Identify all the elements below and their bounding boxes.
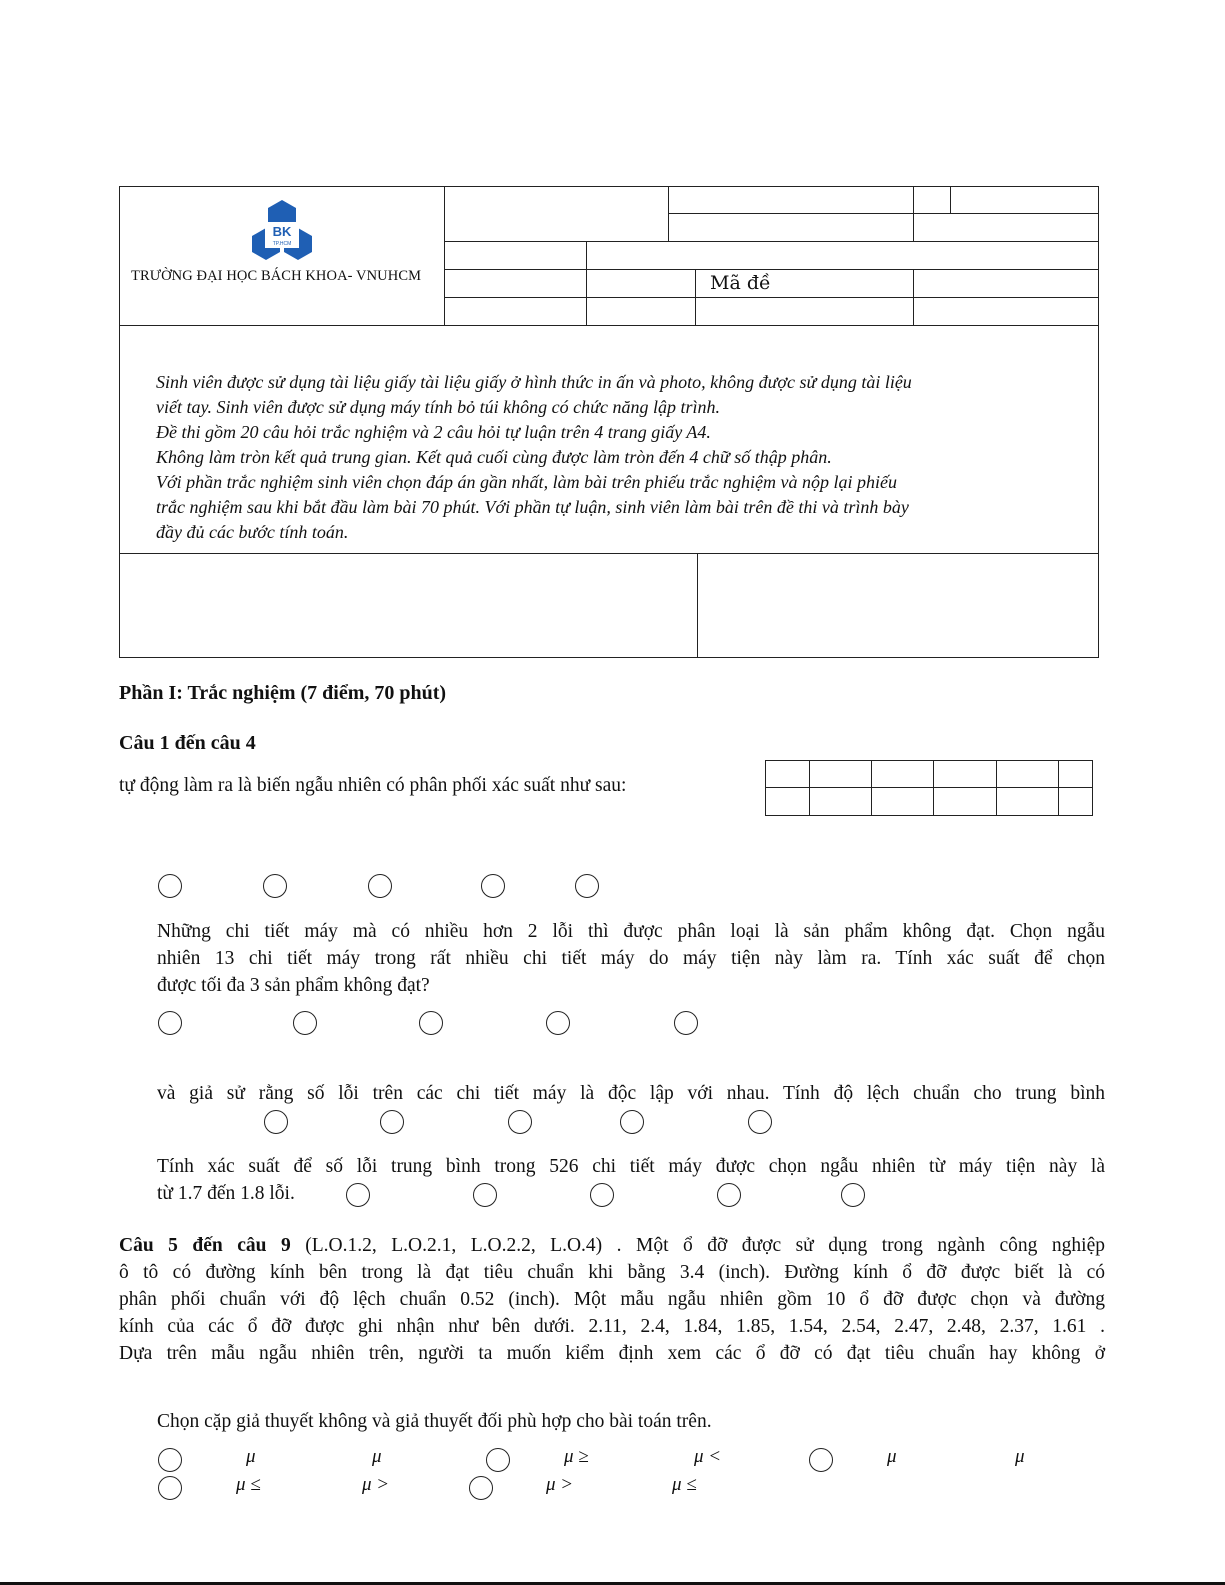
question-group-title: Câu 5 đến câu 9	[119, 1235, 291, 1256]
header-divider	[119, 553, 1099, 554]
header-divider	[444, 241, 1099, 242]
answer-option-c[interactable]	[368, 874, 392, 898]
table-divider	[1058, 760, 1059, 816]
answer-option-b[interactable]	[486, 1448, 510, 1472]
table-divider	[996, 760, 997, 816]
question-line: Chọn cặp giả thuyết không và giả thuyết đối phù hợp cho bài toán trên.	[157, 1411, 712, 1432]
header-divider	[695, 269, 696, 325]
mu-symbol: μ <	[694, 1446, 722, 1467]
header-divider	[950, 186, 951, 213]
table-divider	[765, 787, 1093, 788]
question-line: được tối đa 3 sản phẩm không đạt?	[157, 975, 430, 996]
answer-option-c[interactable]	[809, 1448, 833, 1472]
table-divider	[871, 760, 872, 816]
mu-symbol: μ ≥	[564, 1446, 589, 1467]
instruction-line: viết tay. Sinh viên được sử dụng máy tính bỏ túi không có chức năng lập trình.	[156, 397, 720, 417]
answer-option-d[interactable]	[620, 1110, 644, 1134]
instruction-line: Sinh viên được sử dụng tài liệu giấy tài liệu giấy ở hình thức in ấn và photo, không được sử dụng tài liệu	[156, 372, 912, 392]
question-line	[119, 1232, 1105, 1259]
mu-symbol: μ	[246, 1446, 256, 1467]
header-divider	[119, 325, 1099, 326]
answer-option-d[interactable]	[481, 874, 505, 898]
question-line: Những chi tiết máy mà có nhiều hơn 2 lỗi thì được phân loại là sản phẩm không đạt. Chọn ngẫu	[157, 921, 1105, 942]
mu-symbol: μ	[372, 1446, 382, 1467]
answer-option-e[interactable]	[469, 1476, 493, 1500]
answer-option-a[interactable]	[264, 1110, 288, 1134]
header-divider	[668, 213, 1099, 214]
header-divider	[913, 186, 914, 241]
question-line: ô tô có đường kính bên trong là đạt tiêu chuẩn khi bằng 3.4 (inch). Đường kính ổ đỡ được biết là có	[119, 1262, 1105, 1283]
answer-option-a[interactable]	[158, 1448, 182, 1472]
mu-symbol: μ	[1015, 1446, 1025, 1467]
mu-symbol: μ ≤	[672, 1474, 697, 1495]
logo-text: BK	[272, 224, 292, 239]
answer-option-d[interactable]	[717, 1183, 741, 1207]
question-intro: tự động làm ra là biến ngẫu nhiên có phân phối xác suất như sau:	[119, 775, 627, 796]
question-line: từ 1.7 đến 1.8 lỗi.	[157, 1183, 295, 1204]
answer-option-e[interactable]	[748, 1110, 772, 1134]
question-line: (L.O.1.2, L.O.2.1, L.O.2.2, L.O.4) . Một ổ đỡ được sử dụng trong ngành công nghiệp	[305, 1235, 1105, 1256]
mu-symbol: μ >	[362, 1474, 390, 1495]
header-divider	[697, 553, 698, 658]
header-divider	[586, 241, 587, 325]
answer-option-c[interactable]	[508, 1110, 532, 1134]
answer-option-a[interactable]	[346, 1183, 370, 1207]
question-line: và giả sử rằng số lỗi trên các chi tiết máy là độc lập với nhau. Tính độ lệch chuẩn cho trung bình	[157, 1083, 1105, 1104]
answer-option-a[interactable]	[158, 1011, 182, 1035]
answer-option-c[interactable]	[590, 1183, 614, 1207]
answer-option-e[interactable]	[841, 1183, 865, 1207]
instruction-line: Với phần trắc nghiệm sinh viên chọn đáp án gần nhất, làm bài trên phiếu trắc nghiệm và nộp lại phiếu	[156, 472, 898, 492]
answer-option-d[interactable]	[158, 1476, 182, 1500]
answer-option-b[interactable]	[380, 1110, 404, 1134]
table-divider	[933, 760, 934, 816]
logo-subtext: TP.HCM	[272, 241, 292, 247]
header-divider	[444, 186, 445, 325]
question-text	[157, 918, 1105, 999]
answer-option-b[interactable]	[473, 1183, 497, 1207]
answer-option-e[interactable]	[575, 874, 599, 898]
question-line: Dựa trên mẫu ngẫu nhiên trên, người ta muốn kiểm định xem các ổ đỡ có đạt tiêu chuẩn hay không ở	[119, 1343, 1105, 1364]
instruction-line: đầy đủ các bước tính toán.	[156, 522, 349, 542]
instruction-line: Đề thi gồm 20 câu hỏi trắc nghiệm và 2 câu hỏi tự luận trên 4 trang giấy A4.	[156, 422, 711, 442]
table-divider	[809, 760, 810, 816]
instruction-line: Không làm tròn kết quả trung gian. Kết quả cuối cùng được làm tròn đến 4 chữ số thập phân.	[156, 447, 832, 467]
mu-symbol: μ ≤	[236, 1474, 261, 1495]
header-divider	[668, 186, 669, 241]
question-group-title: Câu 1 đến câu 4	[119, 732, 256, 754]
answer-option-b[interactable]	[263, 874, 287, 898]
question-line: kính của các ổ đỡ được ghi nhận như bên dưới. 2.11, 2.4, 1.84, 1.85, 1.54, 2.54, 2.47, 2.48, 2.37, 1.61 .	[119, 1316, 1105, 1337]
answer-option-c[interactable]	[419, 1011, 443, 1035]
school-logo	[248, 198, 316, 262]
header-divider	[444, 297, 1099, 298]
mu-symbol: μ >	[546, 1474, 574, 1495]
question-line: phân phối chuẩn với độ lệch chuẩn 0.52 (inch). Một mẫu ngẫu nhiên gồm 10 ổ đỡ được chọn và đường	[119, 1289, 1105, 1310]
exam-code-label: Mã đề	[710, 272, 771, 294]
answer-option-a[interactable]	[158, 874, 182, 898]
question-text	[119, 1232, 1105, 1367]
section-title: Phần I: Trắc nghiệm (7 điểm, 70 phút)	[119, 682, 447, 704]
answer-option-b[interactable]	[293, 1011, 317, 1035]
question-line: nhiên 13 chi tiết máy trong rất nhiều chi tiết máy do máy tiện này làm ra. Tính xác suất để chọn	[157, 948, 1105, 969]
header-divider	[913, 269, 914, 325]
answer-option-e[interactable]	[674, 1011, 698, 1035]
mu-symbol: μ	[887, 1446, 897, 1467]
answer-option-d[interactable]	[546, 1011, 570, 1035]
question-line: Tính xác suất để số lỗi trung bình trong 526 chi tiết máy được chọn ngẫu nhiên từ máy tiện này là	[157, 1156, 1105, 1177]
exam-instructions	[156, 370, 1091, 545]
school-name: TRƯỜNG ĐẠI HỌC BÁCH KHOA- VNUHCM	[131, 268, 422, 284]
header-divider	[444, 269, 1099, 270]
instruction-line: trắc nghiệm sau khi bắt đầu làm bài 70 phút. Với phần tự luận, sinh viên làm bài trên đề thi và trình bày	[156, 497, 909, 517]
